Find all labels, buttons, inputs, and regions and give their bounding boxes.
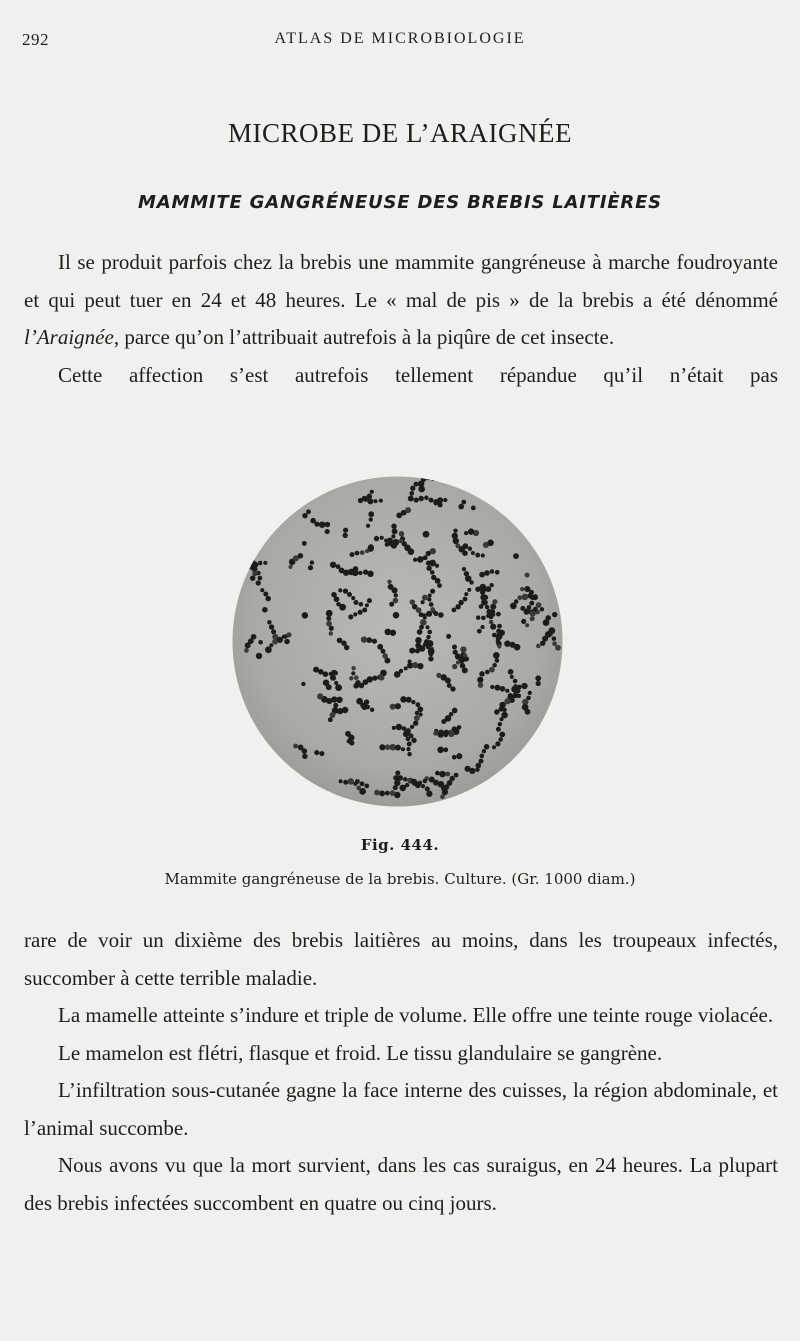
micrograph-image <box>230 474 565 809</box>
figure-caption: Mammite gangréneuse de la brebis. Culture. (Gr. 1000 diam.) <box>164 870 636 888</box>
section-title: MAMMITE GANGRÉNEUSE DES BREBIS LAITIÈRES <box>138 192 662 213</box>
paragraph-4: Le mamelon est flétri, flasque et froid. Le tissu glandulaire se gangrène. <box>58 1040 663 1065</box>
running-head: ATLAS DE MICROBIOLOGIE <box>274 30 526 47</box>
text-block-top <box>24 244 778 394</box>
page-number: 292 <box>22 30 49 49</box>
paragraph-2-start: Cette affection s’est autrefois tellement répandue qu’il n’était pas <box>58 362 778 387</box>
chapter-title: MICROBE DE L’ARAIGNÉE <box>228 118 572 148</box>
paragraph-3: La mamelle atteinte s’indure et triple de volume. Elle offre une teinte rouge violacée. <box>58 1003 774 1027</box>
micrograph-figure <box>230 474 565 809</box>
page-header <box>22 30 778 58</box>
figure-label: Fig. 444. <box>360 836 440 854</box>
paragraph-1-italic: l’Araignée <box>24 325 114 349</box>
text-block-bottom <box>24 922 778 1222</box>
paragraph-2-end: rare de voir un dixième des brebis laitières au moins, dans les troupeaux infectés, succomber à cette terrible maladie. <box>24 928 778 990</box>
paragraph-1-text: Il se produit parfois chez la brebis une mammite gangréneuse à marche foudroyante et qui peut tuer en 24 et 48 heures. Le « mal de pis » de la brebis a été dénommé <box>24 250 778 312</box>
paragraph-6: Nous avons vu que la mort survient, dans les cas suraigus, en 24 heures. La plupart des brebis infectées succombent en quatre ou cinq jours. <box>24 1153 778 1215</box>
paragraph-1-text-end: , parce qu’on l’attribuait autrefois à la piqûre de cet insecte. <box>113 325 615 349</box>
paragraph-1 <box>24 244 778 357</box>
paragraph-5: L’infiltration sous-cutanée gagne la face interne des cuisses, la région abdominale, et l’animal succombe. <box>24 1078 778 1140</box>
